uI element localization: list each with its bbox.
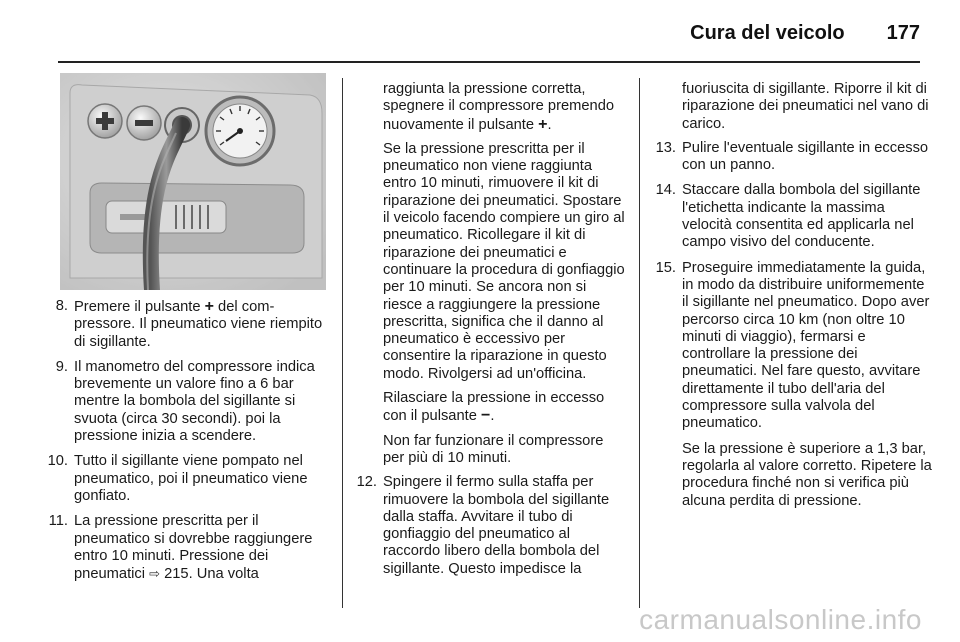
paragraph-text: raggiunta la pressione corretta, spegnere il compressore premendo nuovamente il pulsante bbox=[383, 81, 615, 133]
paragraph bbox=[355, 81, 627, 134]
list-item bbox=[652, 260, 934, 433]
item-number: 8. bbox=[55, 298, 68, 314]
page-header bbox=[690, 17, 920, 49]
page-number: 177 bbox=[886, 21, 920, 44]
item-text: Staccare dalla bombola del sigillante l'etichetta indicante la massima velocità consentita ed applicarla nel campo visivo del conducente. bbox=[682, 182, 921, 251]
page-title: Cura del veicolo bbox=[690, 21, 845, 44]
list-item bbox=[652, 140, 934, 175]
item-text: Premere il pulsante bbox=[74, 299, 205, 315]
item-text: Il manometro del compressore indica brevemente un valore fino a 6 bar mentre la bombola del sigillante si svuota (circa 30 secondi). poi la pressione inizia a scendere. bbox=[74, 358, 315, 445]
column-divider-right bbox=[639, 78, 640, 608]
list-item bbox=[652, 182, 934, 251]
item-text: Proseguire immediatamente la guida, in modo da distribuire uniformemente il sigillante nel pneumatico. Dopo aver percorso circa 10 km (non oltre 10 minuti di viaggio), fermarsi e controllare la pressione dei pneumatici. Nel fare questo, avvitare direttamente il tubo dell'aria del compressore sulla valvola del pneumatico. bbox=[682, 259, 930, 432]
item-text: del compressore. Il pneumatico viene riempito di sigillante. bbox=[74, 299, 323, 350]
list-item bbox=[32, 298, 330, 351]
paragraph: Se la pressione è superiore a 1,3 bar, regolarla al valore corretto. Ripetere la procedura finché non si verifica più alcuna perdita di pressione. bbox=[682, 440, 932, 509]
item-text: Pulire l'eventuale sigillante in eccesso con un panno. bbox=[682, 139, 929, 174]
list-item bbox=[32, 359, 330, 445]
header-rule bbox=[58, 61, 920, 63]
watermark: carmanualsonline.info bbox=[639, 604, 922, 635]
paragraph bbox=[355, 390, 627, 426]
item-text: La pressione prescritta per il pneumatico si dovrebbe raggiungere entro 10 minuti. Pressione dei pneumatici bbox=[74, 513, 313, 583]
paragraph: fuoriuscita di sigillante. Riporre il kit di riparazione dei pneumatici nel vano di carico. bbox=[682, 81, 929, 132]
paragraph: Se la pressione prescritta per il pneumatico non viene raggiunta entro 10 minuti, rimuovere il kit di riparazione dei pneumatici. Spostare il veicolo facendo compiere un giro al pneumatico. Ricollegare il kit di riparazione dei pneumatici e continuare la procedura di gonfiaggio per 10 minuti. Se ancora non si riesce a raggiungere la pressione prescritta, significa che il danno al pneumatico è eccessivo per consentire la riparazione in questo modo. Rivolgersi ad un'officina. bbox=[383, 140, 625, 382]
list-item bbox=[32, 453, 330, 505]
minus-icon: − bbox=[480, 407, 491, 425]
page-reference-arrow-icon: ⇨ bbox=[149, 566, 161, 582]
item-number: 10. bbox=[47, 453, 68, 470]
item-number: 13. bbox=[655, 139, 676, 156]
item-number: 12. bbox=[356, 474, 377, 491]
text-column-1 bbox=[32, 298, 330, 591]
text-column-3 bbox=[652, 81, 934, 517]
paragraph: Non far funzionare il compressore per più di 10 minuti. bbox=[383, 432, 604, 466]
column-divider-left bbox=[342, 78, 343, 608]
pressure-gauge-icon bbox=[206, 97, 274, 165]
paragraph-text: . bbox=[490, 408, 495, 425]
plus-icon: + bbox=[204, 298, 214, 315]
item-text: 215. Una volta bbox=[160, 566, 259, 583]
list-item bbox=[32, 513, 330, 583]
item-text: Tutto il sigillante viene pompato nel pneumatico, poi il pneumatico viene gonfiato. bbox=[74, 453, 308, 504]
compressor-illustration bbox=[60, 73, 326, 290]
plus-icon: + bbox=[538, 115, 548, 133]
item-number: 14. bbox=[655, 182, 676, 199]
item-number: 15. bbox=[655, 259, 676, 276]
item-number: 9. bbox=[55, 358, 68, 375]
paragraph-text: . bbox=[547, 116, 552, 133]
item-number: 11. bbox=[48, 513, 68, 530]
item-text: Spingere il fermo sulla staffa per rimuovere la bombola del sigillante dalla staffa. Avvitare il tubo di gonfiaggio del pneumatico al raccordo libero della bombola del sigillante. Questo impedisce la bbox=[383, 474, 610, 577]
paragraph-text: Rilasciare la pressione in eccesso con il pulsante bbox=[383, 390, 605, 425]
text-column-2 bbox=[355, 81, 627, 586]
list-item bbox=[355, 474, 627, 578]
